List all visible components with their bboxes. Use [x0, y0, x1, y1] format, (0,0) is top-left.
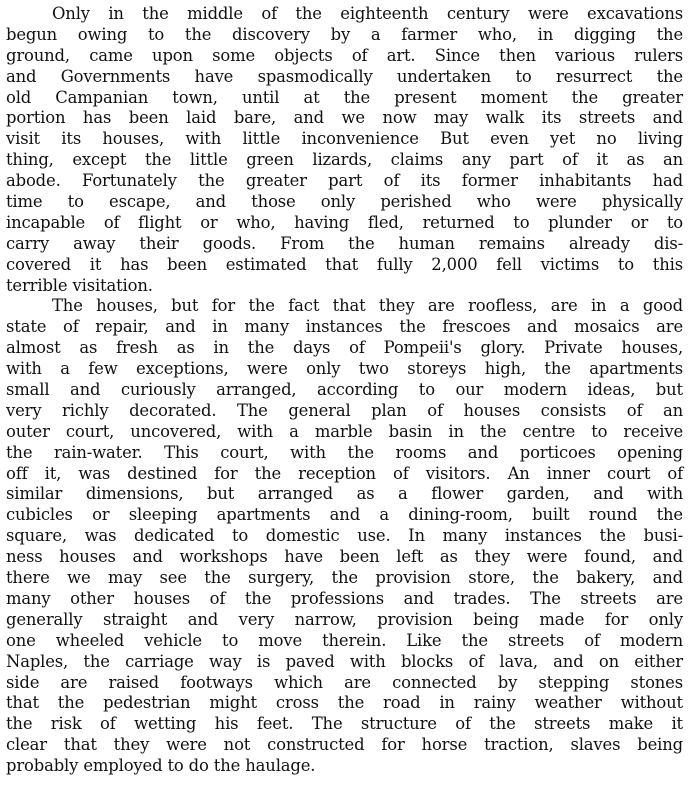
article-page: [6, 4, 683, 777]
text-line: The houses, but for the fact that they are roofless, are in a good: [52, 296, 683, 316]
text-line: generally straight and very narrow, provision being made for only: [6, 609, 683, 629]
text-line: with a few exceptions, were only two storeys high, the apartments: [6, 359, 683, 379]
text-line: off it, was destined for the reception of visitors. An inner court of: [6, 463, 683, 483]
text-line: one wheeled vehicle to move therein. Like the streets of modern: [6, 630, 683, 650]
text-line: ness houses and workshops have been left as they were found, and: [6, 547, 683, 567]
text-line: old Campanian town, until at the present moment the greater: [6, 87, 683, 107]
text-line: cubicles or sleeping apartments and a dining-room, built round the: [6, 505, 683, 525]
text-line: thing, except the little green lizards, claims any part of it as an: [6, 150, 683, 170]
text-line: small and curiously arranged, according to our modern ideas, but: [6, 380, 683, 400]
text-line: the rain-water. This court, with the rooms and porticoes opening: [6, 442, 683, 462]
text-line: many other houses of the professions and trades. The streets are: [6, 588, 683, 608]
text-line: the risk of wetting his feet. The structure of the streets make it: [6, 714, 683, 734]
text-line: covered it has been estimated that fully 2,000 fell victims to this: [6, 254, 683, 274]
text-line: and Governments have spasmodically undertaken to resurrect the: [6, 66, 683, 86]
text-line: visit its houses, with little inconvenience But even yet no living: [6, 129, 683, 149]
text-line: ground, came upon some objects of art. Since then various rulers: [6, 45, 683, 65]
text-line: carry away their goods. From the human remains already dis-: [6, 233, 683, 253]
text-line: very richly decorated. The general plan of houses consists of an: [6, 400, 683, 420]
text-line: abode. Fortunately the greater part of its former inhabitants had: [6, 171, 683, 191]
text-line: time to escape, and those only perished who were physically: [6, 192, 683, 212]
text-line: outer court, uncovered, with a marble basin in the centre to receive: [6, 421, 683, 441]
text-line: state of repair, and in many instances the frescoes and mosaics are: [6, 317, 683, 337]
text-line: square, was dedicated to domestic use. In many instances the busi-: [6, 526, 683, 546]
text-line: that the pedestrian might cross the road in rainy weather without: [6, 693, 683, 713]
text-line: Naples, the carriage way is paved with blocks of lava, and on either: [6, 651, 683, 671]
paragraph-excavations: [6, 4, 683, 296]
paragraph-houses: [6, 296, 683, 776]
text-line: side are raised footways which are connected by stepping stones: [6, 672, 683, 692]
text-line: there we may see the surgery, the provision store, the bakery, and: [6, 568, 683, 588]
text-line: similar dimensions, but arranged as a flower garden, and with: [6, 484, 683, 504]
text-line: incapable of flight or who, having fled, returned to plunder or to: [6, 212, 683, 232]
text-line: begun owing to the discovery by a farmer who, in digging the: [6, 24, 683, 44]
text-line: portion has been laid bare, and we now may walk its streets and: [6, 108, 683, 128]
text-line: probably employed to do the haulage.: [6, 756, 316, 776]
text-line: terrible visitation.: [6, 275, 153, 295]
text-line: Only in the middle of the eighteenth century were excavations: [52, 4, 683, 23]
text-line: almost as fresh as in the days of Pompeii's glory. Private houses,: [6, 338, 683, 358]
text-line: clear that they were not constructed for horse traction, slaves being: [6, 735, 683, 755]
